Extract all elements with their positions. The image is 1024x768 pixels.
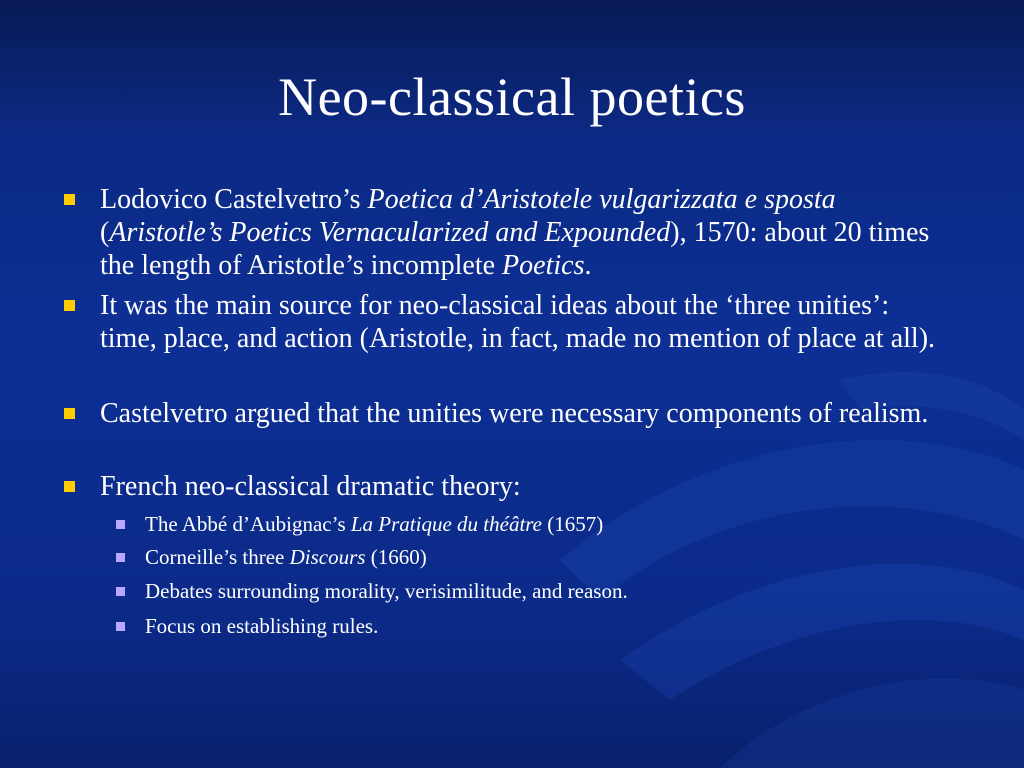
bullet-text: Lodovico Castelvetro’s [100, 184, 368, 215]
sub-bullet-marker [116, 553, 125, 562]
sub-bullet-marker [116, 520, 125, 529]
sub-bullet-text: (1660) [365, 545, 427, 569]
bullet-text: ( [100, 217, 110, 248]
bullet-marker [64, 194, 75, 205]
bullet-italic-text: Aristotle’s Poetics Vernacularized and Expounded [109, 217, 671, 248]
page-title: Neo-classical poetics [278, 67, 746, 127]
bullet-italic-text: Poetics [502, 250, 585, 281]
sub-bullet-item [145, 511, 945, 537]
bullet-text: . [584, 250, 592, 281]
bullet-text: ), 1570: about 20 times the length of Aristotle’s incomplete [100, 217, 930, 281]
sub-bullet-item: Focus on establishing rules. [145, 614, 379, 638]
sub-bullet-marker [116, 622, 125, 631]
bullet-italic-text: Poetica d’Aristotele vulgarizzata e sposta [367, 184, 836, 215]
bullet-item [100, 183, 950, 282]
bullet-marker [64, 300, 75, 311]
sub-bullet-italic-text: Discours [289, 545, 366, 569]
sub-bullet-item: Debates surrounding morality, verisimilitude, and reason. [145, 579, 628, 603]
bullet-item: It was the main source for neo-classical ideas about the ‘three unities’: time, place, and action (Aristotle, in fact, made no mention of place at all). [100, 290, 936, 354]
bullet-marker [64, 408, 75, 419]
sub-bullet-marker [116, 587, 125, 596]
sub-bullet-text: The Abbé d’Aubignac’s [145, 512, 351, 536]
bullet-item: French neo-classical dramatic theory: [100, 471, 521, 502]
bullet-item: Castelvetro argued that the unities were necessary components of realism. [100, 398, 929, 429]
sub-bullet-item [145, 544, 945, 570]
sub-bullet-italic-text: La Pratique du théâtre [350, 512, 542, 536]
sub-bullet-text: (1657) [542, 512, 604, 536]
sub-bullet-text: Corneille’s three [145, 545, 290, 569]
bullet-marker [64, 481, 75, 492]
